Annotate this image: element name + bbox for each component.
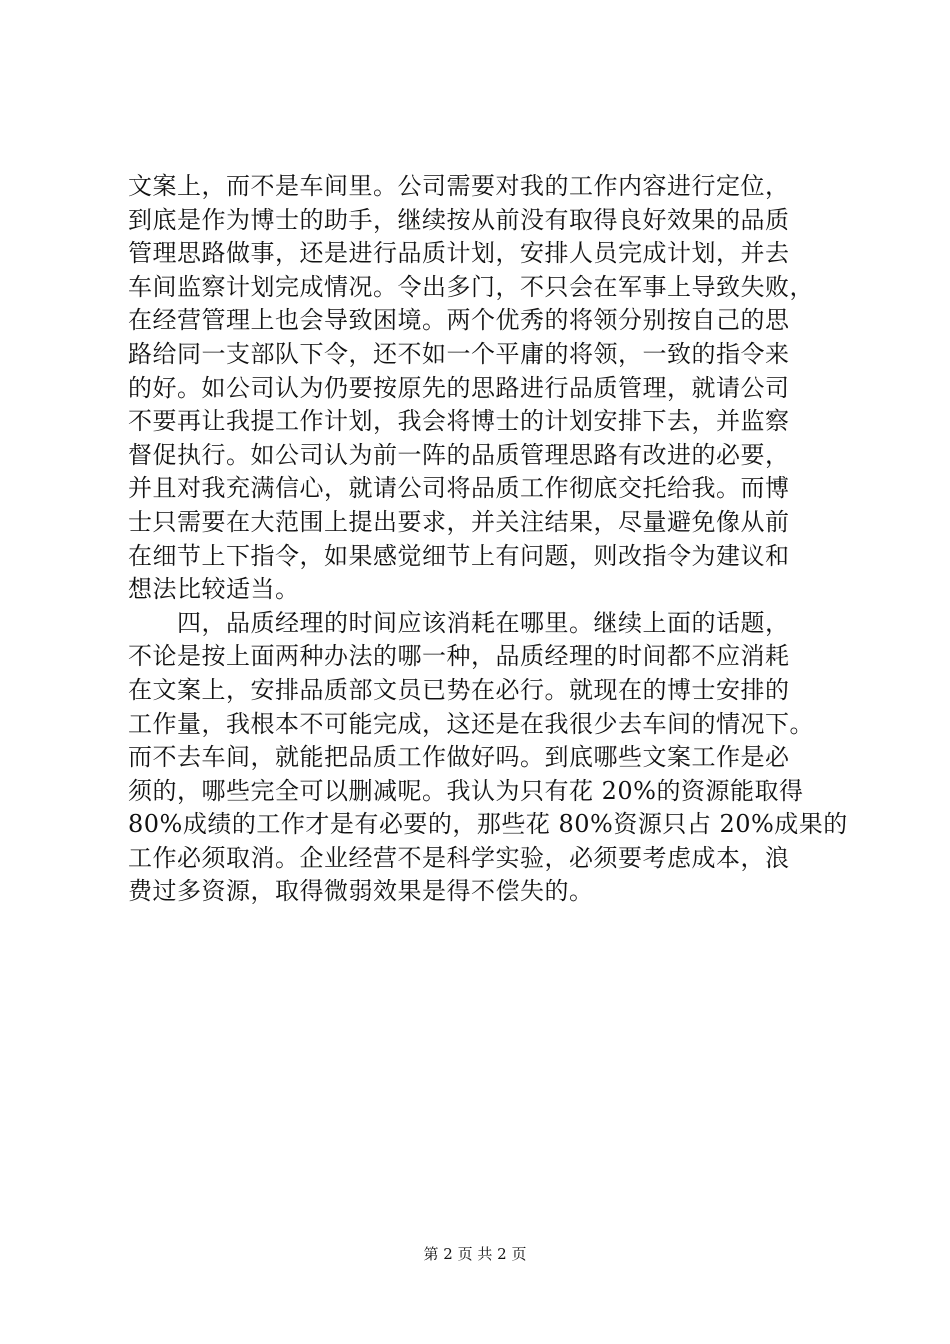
- text-line: 车间监察计划完成情况。令出多门，不只会在军事上导致失败，: [128, 272, 814, 301]
- text-line: 管理思路做事，还是进行品质计划，安排人员完成计划，并去: [128, 239, 790, 268]
- text-line: 工作量，我根本不可能完成，这还是在我很少去车间的情况下。: [128, 709, 814, 738]
- body-text: [128, 170, 848, 909]
- text-line: 在细节上下指令，如果感觉细节上有问题，则改指令为建议和: [128, 541, 790, 570]
- text-line: 而不去车间，就能把品质工作做好吗。到底哪些文案工作是必: [128, 743, 790, 772]
- text-line: 不论是按上面两种办法的哪一种，品质经理的时间都不应消耗: [128, 642, 790, 671]
- text-line: 并且对我充满信心，就请公司将品质工作彻底交托给我。而博: [128, 474, 790, 503]
- text-line: 不要再让我提工作计划，我会将博士的计划安排下去，并监察: [128, 407, 790, 436]
- text-line: 四，品质经理的时间应该消耗在哪里。继续上面的话题，: [128, 608, 790, 637]
- text-line: 文案上，而不是车间里。公司需要对我的工作内容进行定位，: [128, 172, 790, 200]
- text-line: 在经营管理上也会导致困境。两个优秀的将领分别按自己的思: [128, 306, 790, 335]
- text-line: 想法比较适当。: [128, 575, 300, 604]
- text-line: 到底是作为博士的助手，继续按从前没有取得良好效果的品质: [128, 205, 790, 234]
- text-line: 80%成绩的工作才是有必要的，那些花 80%资源只占 20%成果的: [128, 810, 848, 839]
- text-line: 在文案上，安排品质部文员已势在必行。就现在的博士安排的: [128, 675, 790, 704]
- text-line: 的好。如公司认为仍要按原先的思路进行品质管理，就请公司: [128, 373, 790, 402]
- text-line: 路给同一支部队下令，还不如一个平庸的将领，一致的指令来: [128, 339, 790, 368]
- text-line: 工作必须取消。企业经营不是科学实验，必须要考虑成本，浪: [128, 843, 790, 872]
- text-line: 费过多资源，取得微弱效果是得不偿失的。: [128, 877, 594, 906]
- text-line: 督促执行。如公司认为前一阵的品质管理思路有改进的必要，: [128, 440, 790, 469]
- page-number-footer: 第 2 页 共 2 页: [423, 1245, 527, 1263]
- text-line: 士只需要在大范围上提出要求，并关注结果，尽量避免像从前: [128, 507, 790, 536]
- text-line: 须的，哪些完全可以删减呢。我认为只有花 20%的资源能取得: [128, 776, 804, 805]
